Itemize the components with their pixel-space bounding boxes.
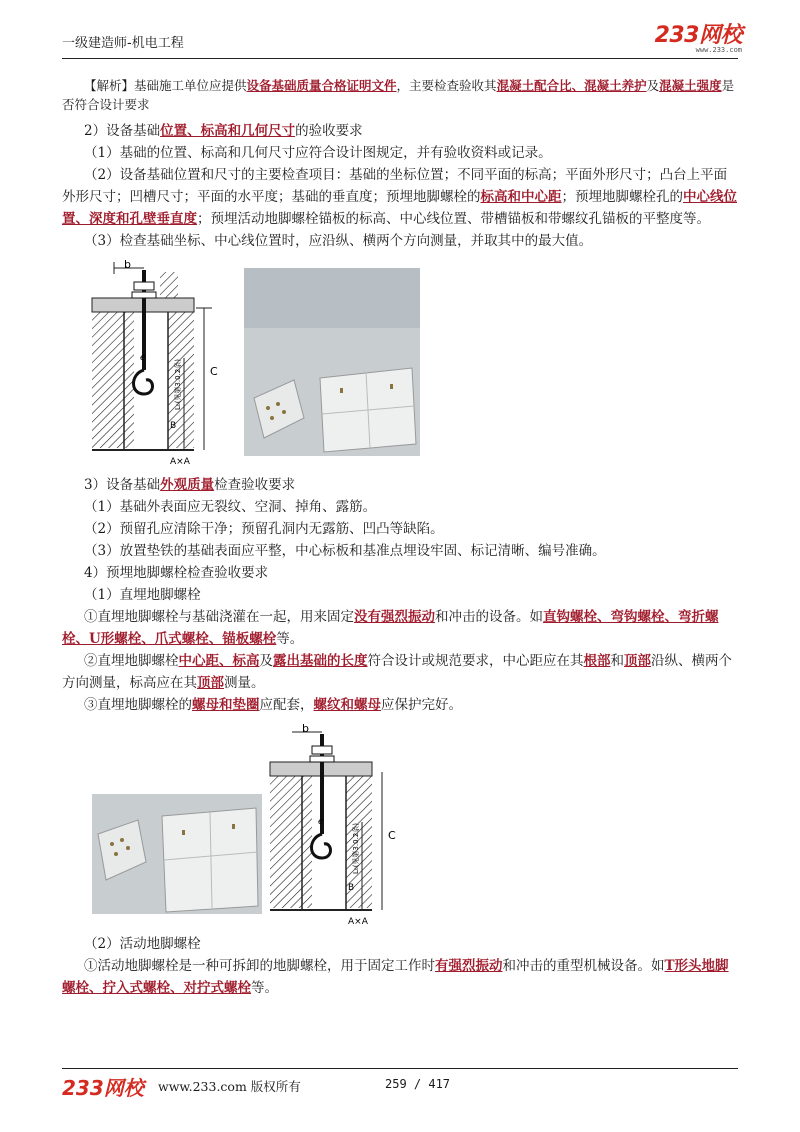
text: 应保护完好。 (381, 697, 462, 713)
highlight: 标高和中心距 (480, 189, 562, 205)
dim-l-label: L₀(见第3.0.2条) (174, 359, 182, 410)
analysis-text: 及 (646, 78, 660, 93)
text: 等。 (251, 980, 278, 996)
highlight: 没有强烈振动 (354, 609, 435, 625)
highlight: 中心线位置、深度和孔壁垂直度 (62, 189, 737, 227)
highlight: 混凝土配合比、混凝土养护 (496, 78, 647, 93)
footer-site: www.233.com 版权所有 (158, 1079, 301, 1094)
logo-url: www.233.com (695, 46, 742, 54)
logo-text: 233网校 (654, 23, 742, 48)
paragraph: （3）检查基础坐标、中心线位置时，应沿纵、横两个方向测量，并取其中的最大值。 (84, 233, 593, 249)
highlight: 螺纹和螺母 (313, 697, 381, 713)
text: 的验收要求 (295, 123, 363, 139)
text: 沿纵、横两个方向测量，标高应在其 (62, 653, 732, 691)
dim-c-label: C (388, 829, 396, 842)
highlight: 位置、标高和几何尺寸 (160, 123, 296, 139)
highlight: 根部 (583, 653, 611, 669)
text: 3）设备基础 (84, 477, 161, 493)
figure-row-2 (62, 724, 740, 929)
highlight: 有强烈振动 (435, 958, 503, 974)
analysis-paragraph (62, 76, 740, 114)
paragraph (62, 650, 740, 694)
page-number: 259 / 417 (385, 1077, 451, 1091)
header-title: 一级建造师-机电工程 (62, 36, 184, 51)
text: 及 (259, 653, 273, 669)
text: 等。 (276, 631, 304, 647)
anchor-bolt-drawing-2 (262, 724, 412, 929)
section-heading (62, 120, 740, 142)
paragraph: （1）基础的位置、标高和几何尺寸应符合设计图规定，并有验收资料或记录。 (84, 145, 552, 161)
highlight: 设备基础质量合格证明文件 (246, 78, 397, 93)
highlight: 混凝土强度 (659, 78, 722, 93)
analysis-text: 基础施工单位应提供 (134, 78, 247, 93)
text: ①活动地脚螺栓是一种可拆卸的地脚螺栓，用于固定工作时 (84, 958, 435, 974)
text: 符合设计或规范要求，中心距应在其 (367, 653, 584, 669)
anchor-bolt-drawing (84, 260, 234, 470)
highlight: 外观质量 (160, 477, 215, 493)
section-label: A×A (170, 457, 190, 467)
foundation-blocks-photo (244, 268, 420, 456)
header-rule (62, 58, 738, 59)
text: ①直埋地脚螺栓与基础浇灌在一起，用来固定 (84, 609, 354, 625)
paragraph: （3）放置垫铁的基础表面应平整，中心标板和基准点埋设牢固、标记清晰、编号准确。 (84, 543, 606, 559)
e-label: e (318, 817, 324, 827)
footer-rule (62, 1068, 738, 1069)
footer-logo[interactable]: 233网校 (62, 1076, 144, 1100)
dim-big-b-label: B (348, 883, 355, 893)
paragraph (62, 606, 740, 650)
document-body (62, 76, 740, 999)
paragraph (62, 955, 740, 999)
foundation-blocks-photo-2 (92, 794, 262, 914)
text: 和 (610, 653, 624, 669)
dim-l-label: L₀(见第3.0.2条) (352, 823, 360, 874)
text: 和冲击的设备。如 (435, 609, 543, 625)
highlight: 顶部 (624, 653, 651, 669)
text: （2）设备基础位置和尺寸的主要检查项目：基础的坐标位置；不同平面的标高；平面外形尺寸；凸台上平面外形尺寸；凹槽尺寸；平面的水平度；基础的垂直度；预埋地脚螺栓的 (62, 167, 728, 205)
analysis-text: ，主要检查验收其 (396, 78, 497, 93)
highlight: T形头地脚螺栓、拧入式螺栓、对拧式螺栓 (62, 958, 729, 996)
dim-big-b-label: B (170, 421, 177, 431)
figure-row-1 (62, 260, 740, 470)
text: 测量。 (224, 675, 265, 691)
text: 2）设备基础 (84, 123, 161, 139)
section-heading: 4）预埋地脚螺栓检查验收要求 (84, 565, 269, 581)
paragraph: （1）基础外表面应无裂纹、空洞、掉角、露筋。 (84, 499, 377, 515)
paragraph (62, 694, 740, 716)
text: ②直埋地脚螺栓 (84, 653, 179, 669)
paragraph: （2）预留孔应清除干净；预留孔洞内无露筋、凹凸等缺陷。 (84, 521, 444, 537)
text: ；预埋地脚螺栓孔的 (561, 189, 683, 205)
analysis-label: 【解析】 (84, 78, 135, 93)
text: 检查验收要求 (214, 477, 296, 493)
highlight: 直钩螺栓、弯钩螺栓、弯折螺栓、U形螺栓、爪式螺栓、锚板螺栓 (62, 609, 719, 647)
paragraph (62, 164, 740, 230)
analysis-text: 是否符合设计要求 (62, 78, 735, 112)
text: ③直埋地脚螺栓的 (84, 697, 192, 713)
subsection-heading: （2）活动地脚螺栓 (84, 936, 201, 952)
dim-b-label: b (302, 724, 309, 735)
text: 和冲击的重型机械设备。如 (502, 958, 665, 974)
brand-logo[interactable] (655, 18, 742, 54)
section-heading (62, 474, 740, 496)
highlight: 顶部 (197, 675, 224, 691)
section-label: A×A (348, 917, 368, 927)
highlight: 中心距、标高 (178, 653, 260, 669)
e-label: e (140, 353, 146, 363)
text: 应配套， (259, 697, 314, 713)
subsection-heading: （1）直埋地脚螺栓 (84, 587, 201, 603)
dim-b-label: b (124, 260, 131, 271)
highlight: 露出基础的长度 (273, 653, 368, 669)
highlight: 螺母和垫圈 (192, 697, 260, 713)
text: ；预埋活动地脚螺栓锚板的标高、中心线位置、带槽锚板和带螺纹孔锚板的平整度等。 (197, 211, 710, 227)
dim-c-label: C (210, 365, 218, 378)
